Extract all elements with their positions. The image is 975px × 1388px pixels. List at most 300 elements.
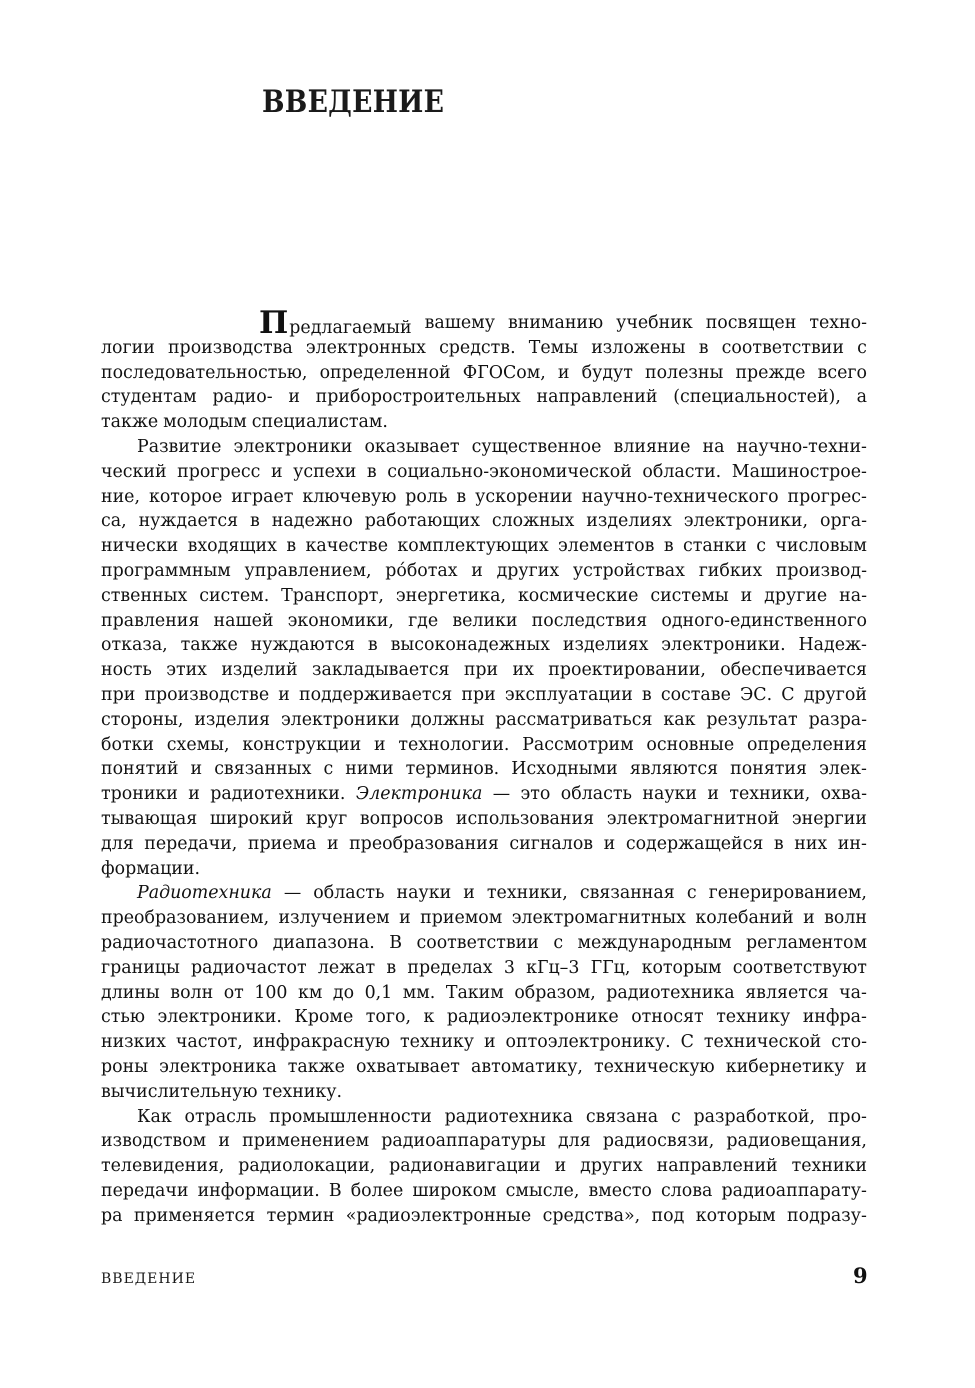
word: последствия <box>531 610 648 631</box>
text-line <box>101 410 867 435</box>
word: применяется <box>133 1205 256 1226</box>
word: при <box>463 660 499 681</box>
word: качестве <box>305 536 388 557</box>
word: промышленности <box>269 1106 432 1127</box>
word: полезны <box>645 362 724 383</box>
word: это <box>520 784 551 805</box>
word: и <box>740 585 753 606</box>
word: существенное <box>471 436 602 457</box>
word: электроники. <box>661 635 786 656</box>
text-line <box>101 1055 867 1080</box>
word: элек- <box>819 759 867 780</box>
word: электромагнитных <box>511 908 686 929</box>
word: учебник <box>616 313 693 333</box>
word: экономики, <box>287 610 394 631</box>
text-line <box>101 1204 867 1229</box>
chapter-title: ВВЕДЕНИЕ <box>262 84 445 120</box>
word: Исходными <box>511 759 618 780</box>
word: них <box>794 833 828 854</box>
word: для <box>101 833 134 854</box>
word: соответствии <box>721 337 844 358</box>
word: границы <box>101 957 180 978</box>
word: ин- <box>837 833 867 854</box>
word: вниманию <box>507 313 604 333</box>
word: направлений <box>536 387 658 408</box>
word: роны <box>101 1056 149 1077</box>
word: систем. <box>199 585 270 606</box>
text-line <box>101 361 867 386</box>
word: с <box>756 536 766 557</box>
word: другой <box>803 684 867 705</box>
word: и <box>603 833 616 854</box>
word: ра <box>101 1205 123 1226</box>
text-line <box>101 509 867 534</box>
word: слова <box>660 1180 713 1201</box>
word: где <box>408 610 439 631</box>
text-line <box>101 733 867 758</box>
word: с <box>670 1106 681 1127</box>
word: широком <box>412 1180 497 1201</box>
word: электроники. <box>157 1007 282 1028</box>
word: и <box>288 387 300 408</box>
word: ускорении <box>475 486 573 507</box>
word: с <box>857 337 867 358</box>
text-line <box>101 385 867 410</box>
word: и <box>707 784 719 805</box>
word: техники <box>791 1156 867 1177</box>
word: ние, <box>101 486 141 507</box>
word: результат <box>706 709 798 730</box>
word: нуждается <box>138 511 239 532</box>
word: С <box>680 1032 694 1053</box>
word: технической <box>703 1032 822 1053</box>
word: область <box>313 883 385 904</box>
word: посвящен <box>705 313 797 333</box>
word: радиоаппарату- <box>721 1180 867 1201</box>
word: изложены <box>591 337 686 358</box>
word: радиовещания, <box>726 1131 867 1152</box>
word: будут <box>581 362 633 383</box>
word: также <box>101 412 159 433</box>
word: 100 <box>254 982 288 1003</box>
word: автоматику, <box>470 1056 583 1077</box>
word: электроники <box>280 709 400 730</box>
word: гибких <box>698 560 763 581</box>
word: техники, <box>486 883 568 904</box>
word: вычислительную <box>101 1081 258 1102</box>
word: в <box>773 833 784 854</box>
word: Рассмотрим <box>522 734 634 755</box>
word: также <box>180 635 238 656</box>
word: молодым <box>163 412 247 433</box>
word: изделий <box>221 660 298 681</box>
word: генерированием, <box>708 883 867 904</box>
word: элементов <box>558 536 655 557</box>
word: технику <box>400 1032 475 1053</box>
word: для <box>557 1131 591 1152</box>
word: к <box>423 1007 435 1028</box>
word: связана <box>585 1106 659 1127</box>
word: ственных <box>101 585 188 606</box>
word: — <box>283 883 302 904</box>
word: играет <box>231 486 294 507</box>
word: телевидения, <box>101 1156 225 1177</box>
word: при <box>461 684 496 705</box>
word: связанная <box>579 883 675 904</box>
word: и <box>471 560 483 581</box>
word: других <box>580 1156 643 1177</box>
word: электронных <box>305 337 426 358</box>
word: и <box>190 759 203 780</box>
word: на <box>702 436 725 457</box>
text-line <box>101 757 867 782</box>
word: числовым <box>775 536 867 557</box>
text-line <box>101 956 867 981</box>
word: ческий <box>101 461 167 482</box>
word: информации. <box>197 1180 320 1201</box>
word: передачи <box>101 1180 189 1201</box>
word: радиолокации, <box>238 1156 376 1177</box>
word: надежно <box>271 511 353 532</box>
word: Транспорт, <box>281 585 384 606</box>
word: ЭС. <box>740 684 773 705</box>
word: студентам <box>101 387 197 408</box>
word: В <box>328 1180 342 1201</box>
word: применением <box>242 1131 370 1152</box>
word: са, <box>101 511 127 532</box>
word: Радиотехника <box>137 883 272 904</box>
word: редлагаемый <box>289 318 412 338</box>
word: электроники <box>233 436 353 457</box>
word: изделиях <box>586 511 672 532</box>
word: и <box>278 684 290 705</box>
word: радиотехники. <box>210 784 346 805</box>
word: подразу- <box>787 1205 867 1226</box>
word: с <box>323 759 334 780</box>
word: Темы <box>528 337 579 358</box>
word: нашей <box>213 610 274 631</box>
word: в <box>250 511 260 532</box>
word: прогрес- <box>787 486 867 507</box>
text-line <box>101 435 867 460</box>
word: одного-единственного <box>661 610 867 631</box>
word: производ- <box>775 560 867 581</box>
word: поддерживается <box>298 684 453 705</box>
word: оптоэлектронику. <box>505 1032 671 1053</box>
text-line <box>101 305 867 341</box>
word: и <box>373 734 386 755</box>
word: образом, <box>514 982 596 1003</box>
word: успехи <box>293 461 357 482</box>
word: и <box>218 1131 230 1152</box>
text-line <box>101 1080 867 1105</box>
word: сложных <box>491 511 575 532</box>
text-line <box>101 708 867 733</box>
word: инфра- <box>802 1007 867 1028</box>
text-line <box>101 782 867 807</box>
word: также <box>287 1056 345 1077</box>
text-line <box>101 931 867 956</box>
word: ГГц, <box>590 957 631 978</box>
word: термин <box>266 1205 335 1226</box>
word: того, <box>365 1007 411 1028</box>
word: этих <box>166 660 207 681</box>
word: оказывает <box>364 436 460 457</box>
word: правления <box>101 610 200 631</box>
word: с <box>686 883 697 904</box>
word: рóботах <box>385 560 458 581</box>
text-line <box>101 832 867 857</box>
word: работающих <box>364 511 480 532</box>
text-line <box>101 807 867 832</box>
word: направлений <box>656 1156 778 1177</box>
word: стью <box>101 1007 145 1028</box>
word: троники <box>101 784 178 805</box>
word: и <box>557 362 570 383</box>
text-line <box>101 1154 867 1179</box>
word: 3 <box>503 957 515 978</box>
word: передачи, <box>144 833 238 854</box>
text-line <box>101 633 867 658</box>
word: последовательностью, <box>101 362 308 383</box>
word: закладывается <box>312 660 450 681</box>
word: которым <box>641 957 722 978</box>
word: и <box>270 461 283 482</box>
word: отказа, <box>101 635 168 656</box>
word: должны <box>410 709 485 730</box>
word: ключевую <box>302 486 397 507</box>
word: волн <box>170 982 214 1003</box>
word: под <box>651 1205 685 1226</box>
text-line <box>101 559 867 584</box>
word: понятия <box>730 759 807 780</box>
word: радионавигации <box>389 1156 541 1177</box>
word: соответствии <box>416 932 539 953</box>
word: Как <box>137 1106 172 1127</box>
word: радиоэлектронике <box>446 1007 619 1028</box>
word: высоконадежных <box>390 635 550 656</box>
word: на- <box>839 585 867 606</box>
text-line <box>101 584 867 609</box>
word: (специальностей), <box>673 387 841 408</box>
word: Развитие <box>137 436 222 457</box>
word: изделиях <box>562 635 649 656</box>
word: техно- <box>809 313 867 333</box>
word: программным <box>101 560 231 581</box>
word: всего <box>817 362 867 383</box>
word: управлением, <box>244 560 372 581</box>
word: «радиоэлектронные <box>345 1205 532 1226</box>
word: научно-техни- <box>736 436 867 457</box>
drop-cap: П <box>259 305 289 341</box>
word: про- <box>827 1106 867 1127</box>
word: определенной <box>319 362 451 383</box>
word: терминов. <box>405 759 500 780</box>
word: частот, <box>175 1032 243 1053</box>
word: область <box>560 784 632 805</box>
word: международным <box>577 932 732 953</box>
word: Таким <box>445 982 504 1003</box>
word: эксплуатации <box>504 684 633 705</box>
text-line <box>101 906 867 931</box>
word: других <box>496 560 560 581</box>
word: радио- <box>212 387 273 408</box>
word: инфракрасную <box>252 1032 391 1053</box>
text-line <box>101 1105 867 1130</box>
word: кГц–3 <box>526 957 580 978</box>
word: круг <box>305 808 348 829</box>
word: С <box>781 684 795 705</box>
word: ними <box>345 759 394 780</box>
word: велики <box>452 610 518 631</box>
word: ботки <box>101 734 155 755</box>
word: при <box>101 684 136 705</box>
word: техническую <box>594 1056 715 1077</box>
word: электроники, <box>683 511 809 532</box>
word: производства <box>167 337 293 358</box>
text-line <box>101 1005 867 1030</box>
word: радиочастотного <box>101 932 259 953</box>
word: — <box>492 784 511 805</box>
word: энергии <box>791 808 867 829</box>
word: формации. <box>101 858 201 879</box>
page-number: 9 <box>853 1263 868 1288</box>
word: приема <box>247 833 317 854</box>
text-line <box>101 1030 867 1055</box>
word: более <box>350 1180 404 1201</box>
word: В <box>389 932 403 953</box>
word: км <box>297 982 323 1003</box>
word: а <box>856 387 867 408</box>
word: радиотехника <box>444 1106 574 1127</box>
word: в <box>456 486 467 507</box>
word: средства», <box>542 1205 641 1226</box>
word: соответствуют <box>732 957 867 978</box>
word: в <box>641 684 652 705</box>
word: их <box>512 660 534 681</box>
word: Машинострое- <box>731 461 867 482</box>
word: приемом <box>420 908 503 929</box>
word: изводством <box>101 1131 207 1152</box>
word: средств. <box>439 337 516 358</box>
word: которым <box>695 1205 776 1226</box>
word: нуждаются <box>250 635 356 656</box>
word: техники, <box>729 784 811 805</box>
word: технику <box>716 1007 791 1028</box>
word: разра- <box>808 709 867 730</box>
word: конструкции <box>242 734 362 755</box>
word: рассматриваться <box>495 709 653 730</box>
word: вместо <box>588 1180 652 1201</box>
word: преобразования <box>349 833 499 854</box>
word: Кроме <box>294 1007 354 1028</box>
word: и <box>803 908 815 929</box>
word: от <box>223 982 244 1003</box>
word: преобразованием, <box>101 908 270 929</box>
word: станки <box>683 536 747 557</box>
word: роль <box>405 486 448 507</box>
word: лежат <box>317 957 376 978</box>
word: радиоаппаратуры <box>381 1131 546 1152</box>
text-line <box>101 857 867 882</box>
word: являются <box>629 759 719 780</box>
word: ность <box>101 660 152 681</box>
text-line <box>101 683 867 708</box>
word: смысле, <box>505 1180 580 1201</box>
word: в <box>698 337 709 358</box>
word: приборостроительных <box>315 387 521 408</box>
word: ФГОСом, <box>462 362 546 383</box>
word: и <box>554 1156 567 1177</box>
text-line <box>101 609 867 634</box>
word: в <box>663 536 674 557</box>
word: длины <box>101 982 160 1003</box>
word: в <box>286 536 297 557</box>
word: радиотехника <box>606 982 735 1003</box>
first-word <box>259 305 412 341</box>
word: ча- <box>839 982 867 1003</box>
word: является <box>745 982 829 1003</box>
word: составе <box>660 684 731 705</box>
word: комплектующих <box>397 536 549 557</box>
word: и <box>188 784 200 805</box>
word: вопросов <box>359 808 444 829</box>
word: мм. <box>402 982 436 1003</box>
text-line <box>101 881 867 906</box>
running-head: ВВЕДЕНИЕ <box>101 1271 197 1287</box>
word: относят <box>631 1007 704 1028</box>
word: входящих <box>187 536 277 557</box>
word: с <box>553 932 564 953</box>
word: и <box>484 1032 496 1053</box>
word: диапазона. <box>272 932 375 953</box>
word: регламентом <box>746 932 867 953</box>
word: вашему <box>424 313 495 333</box>
text-line <box>101 460 867 485</box>
word: Электроника <box>355 784 483 805</box>
word: обеспечивается <box>720 660 867 681</box>
text-line <box>101 1129 867 1154</box>
word: электроника <box>159 1056 277 1077</box>
text-line <box>101 485 867 510</box>
word: сто- <box>831 1032 867 1053</box>
word: схемы, <box>166 734 230 755</box>
text-line <box>101 658 867 683</box>
text-line <box>101 534 867 559</box>
word: энергетика, <box>395 585 507 606</box>
body-text <box>101 305 867 1228</box>
word: специалистам. <box>251 412 388 433</box>
word: прежде <box>735 362 806 383</box>
word: как <box>663 709 696 730</box>
word: науки <box>396 883 452 904</box>
word: другие <box>764 585 828 606</box>
word: технологии. <box>398 734 510 755</box>
word: кибернетику <box>725 1056 845 1077</box>
word: орга- <box>819 511 867 532</box>
word: науки <box>642 784 698 805</box>
word: устройствах <box>572 560 685 581</box>
word: использования <box>455 808 595 829</box>
word: стороны, <box>101 709 184 730</box>
word: широкий <box>209 808 294 829</box>
word: и <box>855 1056 867 1077</box>
text-line <box>101 981 867 1006</box>
word: охва- <box>820 784 867 805</box>
word: понятий <box>101 759 179 780</box>
word: отрасль <box>184 1106 257 1127</box>
word: сигналов <box>509 833 594 854</box>
